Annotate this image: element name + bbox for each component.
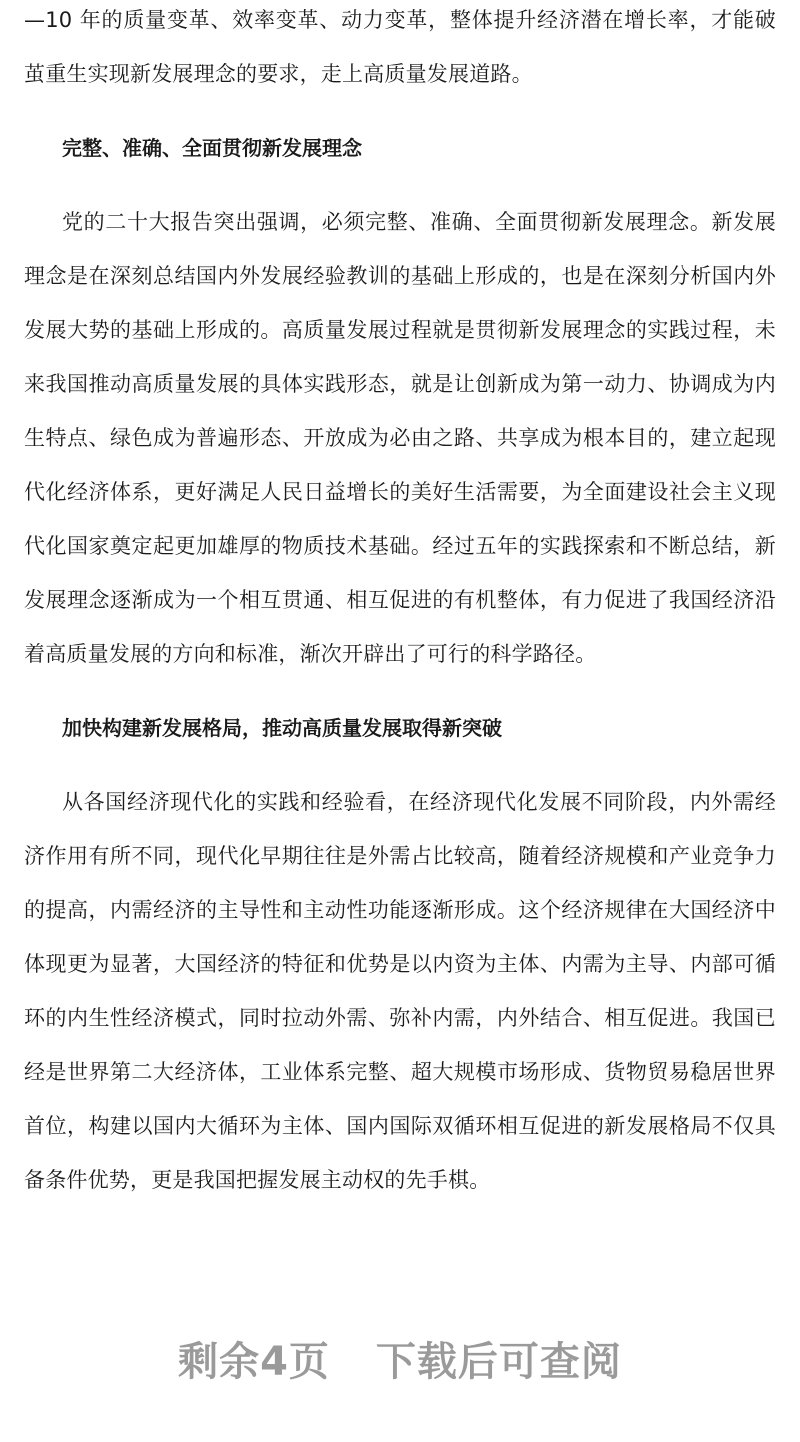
- section-heading-new-development-concept: 完整、准确、全面贯彻新发展理念: [62, 136, 362, 160]
- paragraph-new-development-pattern: 从各国经济现代化的实践和经验看，在经济现代化发展不同阶段，内外需经济作用有所不同，现代化早期往往是外需占比较高，随着经济规模和产业竞争力的提高，内需经济的主导性和主动性功能逐渐形成。这个经济规律在大国经济中体现更为显著，大国经济的特征和优势是以内资为主体、内需为主导、内部可循环的内生性经济模式，同时拉动外需、弥补内需，内外结合、相互促进。我国已经是世界第二大经济体，工业体系完整、超大规模市场形成、货物贸易稳居世界首位，构建以国内大循环为主体、国内国际双循环相互促进的新发展格局不仅具备条件优势，更是我国把握发展主动权的先手棋。: [24, 790, 776, 1192]
- remaining-pages-label: 剩余4页: [178, 1339, 330, 1385]
- document-body: [24, 0, 776, 1207]
- paragraph-continuation: —10 年的质量变革、效率变革、动力变革，整体提升经济潜在增长率，才能破茧重生实现新发展理念的要求，走上高质量发展道路。: [24, 8, 776, 86]
- download-prompt-label[interactable]: 下载后可查阅: [375, 1339, 622, 1385]
- section-heading-new-development-pattern: 加快构建新发展格局，推动高质量发展取得新突破: [62, 716, 502, 740]
- download-banner[interactable]: [0, 1332, 800, 1392]
- paragraph-new-development-concept: 党的二十大报告突出强调，必须完整、准确、全面贯彻新发展理念。新发展理念是在深刻总结国内外发展经验教训的基础上形成的，也是在深刻分析国内外发展大势的基础上形成的。高质量发展过程就是贯彻新发展理念的实践过程，未来我国推动高质量发展的具体实践形态，就是让创新成为第一动力、协调成为内生特点、绿色成为普遍形态、开放成为必由之路、共享成为根本目的，建立起现代化经济体系，更好满足人民日益增长的美好生活需要，为全面建设社会主义现代化国家奠定起更加雄厚的物质技术基础。经过五年的实践探索和不断总结，新发展理念逐渐成为一个相互贯通、相互促进的有机整体，有力促进了我国经济沿着高质量发展的方向和标准，渐次开辟出了可行的科学路径。: [24, 210, 776, 666]
